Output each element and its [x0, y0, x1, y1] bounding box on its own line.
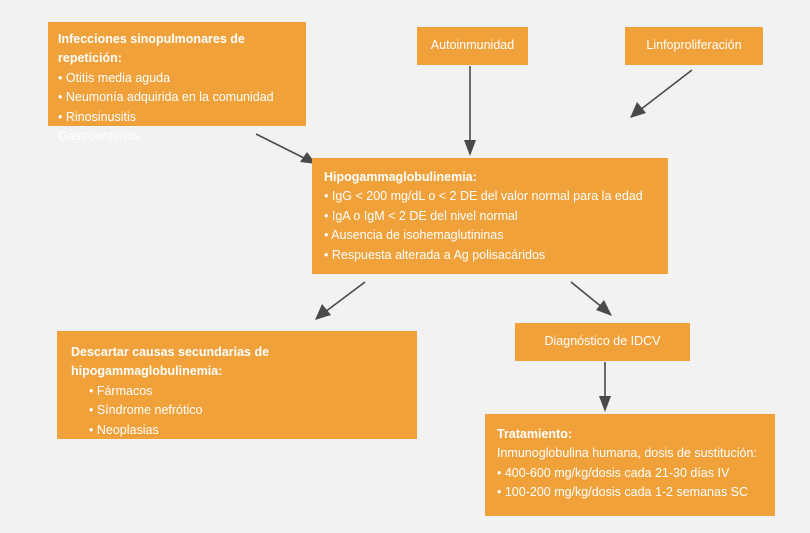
list-item: • Ausencia de isohemaglutininas	[324, 228, 504, 243]
node-infecciones-sinopulmonares	[48, 22, 306, 143]
node-tratamiento	[485, 414, 775, 516]
node-title: Infecciones sinopulmonares de repetición:	[58, 32, 245, 66]
node-item-list	[58, 69, 296, 147]
list-item: • Neoplasias	[89, 422, 159, 437]
list-item: Inmunoglobulina humana, dosis de sustitución:	[497, 446, 757, 461]
node-title: Autoinmunidad	[430, 38, 515, 53]
arrow-diagnostico-to-tratamiento	[590, 362, 620, 416]
list-item: • Otitis media aguda	[58, 70, 171, 85]
list-item: • Neumonía adquirida en la comunidad	[58, 90, 274, 105]
node-title: Linfoproliferación	[646, 38, 742, 53]
list-item: • IgA o IgM < 2 DE del nivel normal	[324, 208, 518, 223]
list-item: • Respuesta alterada a Ag polisacáridos	[324, 247, 546, 262]
arrow-hipogamma-to-descartar	[305, 278, 375, 328]
list-item: • Rinosinusitis	[58, 109, 137, 124]
list-item: • 400-600 mg/kg/dosis cada 21-30 días IV	[497, 465, 730, 480]
node-autoinmunidad	[417, 27, 528, 65]
node-diagnostico-idcv	[515, 323, 690, 361]
node-descartar-causas-secundarias	[57, 331, 417, 439]
list-item: • Fármacos	[89, 383, 153, 398]
node-title: Hipogammaglobulinemia:	[324, 170, 477, 184]
node-title: Descartar causas secundarias de hipogammaglobulinemia:	[71, 345, 270, 379]
node-item-list	[497, 444, 763, 502]
list-item: • Síndrome nefrótico	[89, 403, 203, 418]
node-title: Diagnóstico de IDCV	[544, 334, 661, 349]
node-hipogammaglobulinemia	[312, 158, 668, 274]
node-item-list	[71, 382, 405, 440]
list-item: Gastroenteritis	[58, 128, 140, 143]
node-linfoproliferacion	[625, 27, 763, 65]
node-item-list	[324, 187, 656, 265]
arrow-hipogamma-to-diagnostico	[565, 278, 625, 326]
arrow-autoinmunidad-to-hipogamma	[455, 66, 485, 160]
list-item: • IgG < 200 mg/dL o < 2 DE del valor normal para la edad	[324, 189, 643, 204]
node-title: Tratamiento:	[497, 427, 573, 441]
arrow-linfoproliferacion-to-hipogamma	[620, 66, 700, 126]
list-item: • 100-200 mg/kg/dosis cada 1-2 semanas SC	[497, 485, 749, 500]
